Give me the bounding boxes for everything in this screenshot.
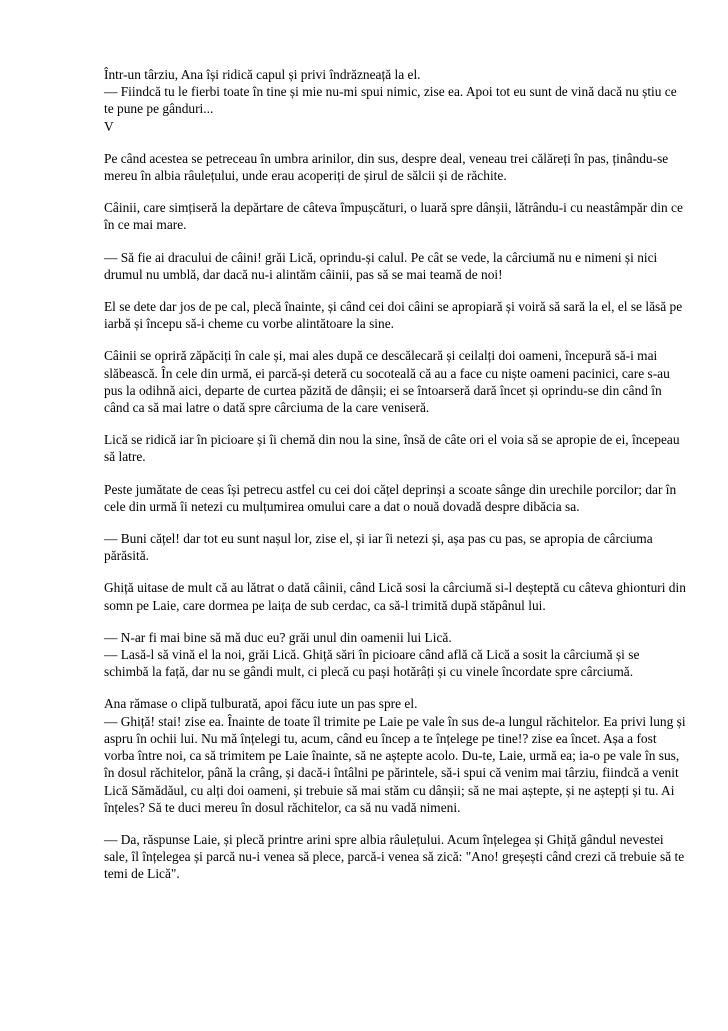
paragraph: — Da, răspunse Laie, și plecă printre arini spre albia râulețului. Acum înțelegea și Ghiță gândul nevestei sale, îl înțelegea și parcă nu-i venea să plece, parcă-i venea să zică: "Ano! greșești când crezi că trebuie să te temi de Lică". [104, 831, 685, 882]
paragraph: — N-ar fi mai bine să mă duc eu? grăi unul din oamenii lui Lică. [104, 629, 452, 645]
paragraph: Ana rămase o clipă tulburată, apoi făcu iute un pas spre el. [104, 696, 418, 712]
paragraph: El se dete dar jos de pe cal, plecă înainte, și când cei doi câini se apropiară și voiră să sară la el, el se lăsă pe iarbă și începu să-i cheme cu vorbe alintătoare la sine. [104, 299, 683, 332]
paragraph: Câinii, care simțiseră la depărtare de câteva împușcături, o luară spre dânșii, lătrându-i cu neastâmpăr din ce în ce mai mare. [104, 200, 683, 233]
paragraph: Într-un târziu, Ana își ridică capul și privi îndrăzneață la el. [104, 67, 421, 82]
paragraph: Lică se ridică iar în picioare și îi chemă din nou la sine, însă de câte ori el voia să se apropie de ei, începeau să latre. [104, 432, 680, 465]
paragraph: Peste jumătate de ceas își petrecu astfel cu cei doi cățel deprinși a scoate sânge din urechile porcilor; dar în cele din urmă îi netezi cu mulțumirea omului care a dat o nouă dovadă despre dibăcia sa. [104, 481, 677, 514]
paragraph: — Să fie ai dracului de câini! grăi Lică, oprindu-și calul. Pe cât se vede, la cârciumă nu e nimeni și nici drumul nu umblă, dar dacă nu-i alintăm câinii, pas să se mai teamă de noi! [104, 249, 658, 282]
paragraph: — Buni cățel! dar tot eu sunt nașul lor, zise el, și iar îi netezi și, așa pas cu pas, se apropia de cârciuma părăsită. [104, 531, 653, 564]
paragraph: — Ghiță! stai! zise ea. Înainte de toate îl trimite pe Laie pe vale în sus de-a lungul răchitelor. Ea privi lung și aspru în ochii lui. Nu mă înțelegi tu, acum, când eu încep a te înțelege pe tine!? zise ea încet. Așa a fost vorba între noi, ca să trimitem pe Laie înainte, să ne aștepte acolo. Du-te, Laie, urmă ea; ia-o pe vale în sus, în dosul răchitelor, până la crâng, și dacă-i întâlni pe părintele, să-i spui că venim mai târziu, fiindcă a venit Lică Sămădăul, cu alți doi oameni, și trebuie să mai stăm cu dânșii; să ne mai aștepte, și ne aștepți și tu. Ai înțeles? Să te duci mereu în dosul răchitelor, ca să nu vadă nimeni. [104, 713, 686, 815]
paragraph: — Fiindcă tu le fierbi toate în tine și mie nu-mi spui nimic, zise ea. Apoi tot eu sunt de vină dacă nu știu ce te pune pe gânduri... [104, 84, 677, 117]
chapter-number: V [104, 118, 114, 134]
paragraph: Ghiță uitase de mult că au lătrat o dată câinii, când Lică sosi la cârciumă si-l deșteptă cu câteva ghionturi din somn pe Laie, care dormea pe laița de sub cerdac, ca să-l trimită după stăpânul lui. [104, 580, 686, 613]
paragraph: Pe când acestea se petreceau în umbra arinilor, din sus, despre deal, veneau trei călăreți în pas, ținându-se mereu în albia râulețului, unde erau acoperiți de șirul de sălcii și de răchite. [104, 150, 669, 184]
document-page [104, 66, 686, 898]
paragraph: — Lasă-l să vină el la noi, grăi Lică. Ghiță sări în picioare când află că Lică a sosit la cârciumă și se schimbă la față, dar nu se gândi mult, ci plecă cu pași hotărâți și cu vinele încordate spre cârciumă. [104, 647, 640, 680]
paragraph: Câinii se opriră zăpăciți în cale și, mai ales după ce descălecară și ceilalți doi oameni, începură să-i mai slăbească. În cele din urmă, ei parcă-și deteră cu socoteală că au a face cu niște oameni pacinici, care s-au pus la odihnă aici, departe de curtea păzită de dânșii; ei se întoarseră dară încet și oprindu-se din când în când ca să mai latre o dată spre cârciuma de la care veniseră. [104, 348, 670, 416]
